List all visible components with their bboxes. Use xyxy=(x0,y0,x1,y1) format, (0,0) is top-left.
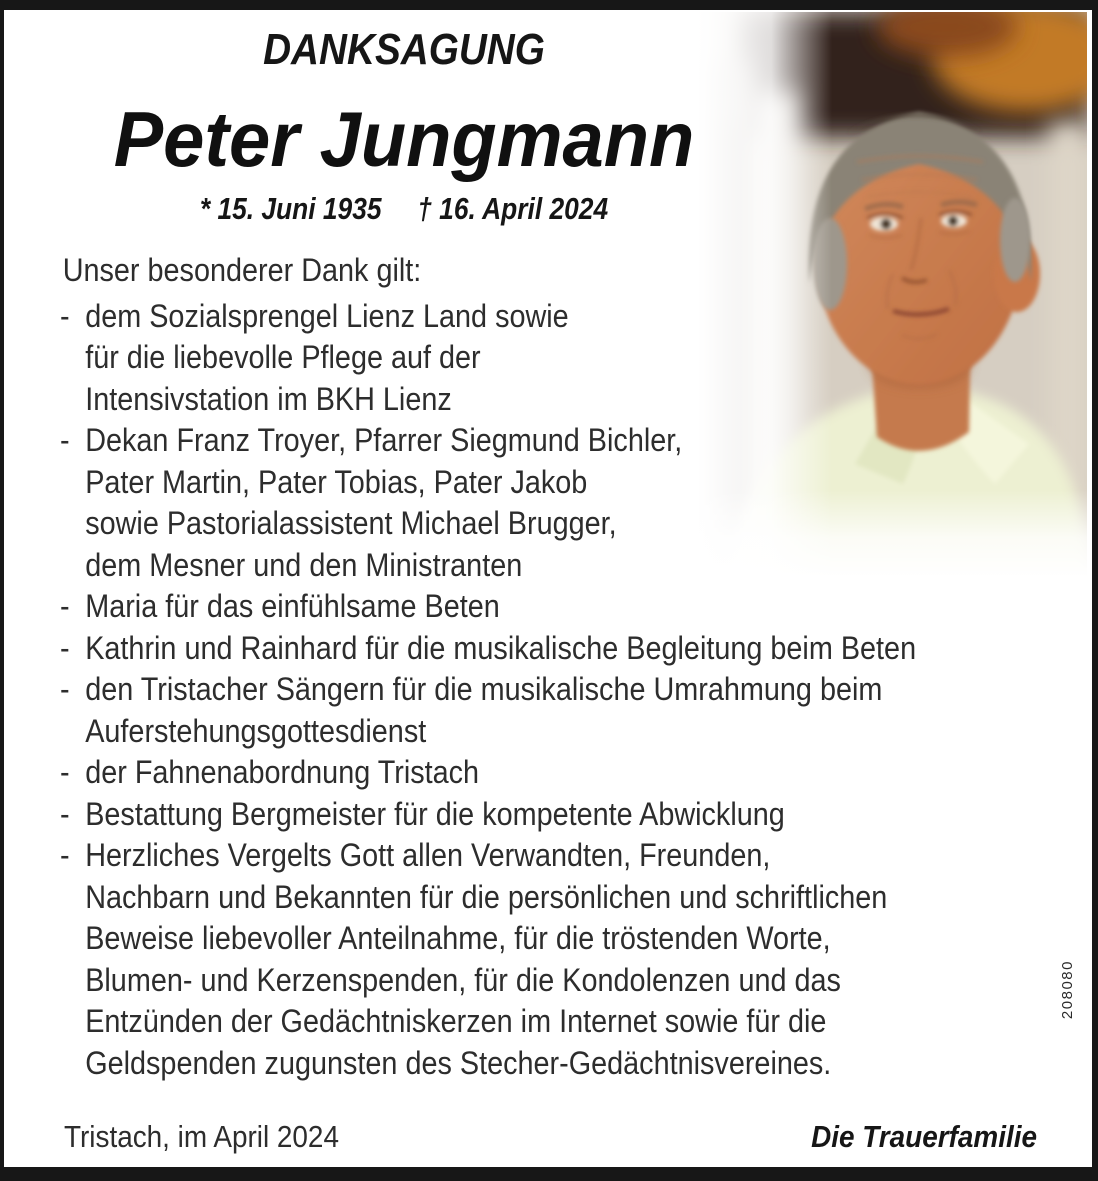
bullet-dash: - xyxy=(60,837,70,873)
bullet-dash: - xyxy=(60,588,70,624)
thanks-line-text: Intensivstation im BKH Lienz xyxy=(85,380,452,417)
thanks-line-text: Maria für das einfühlsame Beten xyxy=(85,588,500,624)
thanks-line-text: Nachbarn und Bekannten für die persönlichen und schriftlichen xyxy=(85,878,888,915)
thanks-line xyxy=(60,586,978,628)
thanks-line-text: Pater Martin, Pater Tobias, Pater Jakob xyxy=(85,463,588,500)
thanks-line xyxy=(60,1043,978,1085)
thanks-line-text: den Tristacher Sängern für die musikalische Umrahmung beim xyxy=(85,671,883,707)
thanks-line-text: Bestattung Bergmeister für die kompetente Abwicklung xyxy=(85,795,785,832)
thanks-line xyxy=(60,711,978,753)
thanks-line-text: Auferstehungsgottesdienst xyxy=(85,712,427,749)
bullet-dash: - xyxy=(60,297,70,334)
bullet-dash xyxy=(60,462,85,504)
thanks-line-text: Geldspenden zugunsten des Stecher-Gedächtnisvereines. xyxy=(85,1044,832,1081)
thanks-line xyxy=(60,1001,978,1043)
bullet-dash xyxy=(60,1001,85,1043)
bullet-dash: - xyxy=(60,795,70,832)
thanks-line-text: Herzliches Vergelts Gott allen Verwandten, Freunden, xyxy=(85,837,771,873)
bullet-dash xyxy=(60,337,85,379)
thanks-line xyxy=(60,420,978,462)
thanks-line-text: sowie Pastorialassistent Michael Brugger, xyxy=(85,505,617,541)
thanks-line xyxy=(60,835,978,877)
thanks-line xyxy=(60,545,978,587)
obituary-card xyxy=(4,10,1092,1167)
bullet-dash xyxy=(60,877,85,919)
thanks-line xyxy=(60,752,978,794)
mourning-family-signature: Die Trauerfamilie xyxy=(811,1119,1037,1154)
thanks-line-text: für die liebevolle Pflege auf der xyxy=(85,339,481,375)
thanks-line-text: Blumen- und Kerzenspenden, für die Kondolenzen und das xyxy=(85,961,841,998)
thanks-line xyxy=(60,462,978,504)
thanks-line xyxy=(60,628,978,670)
thanks-line-text: Kathrin und Rainhard für die musikalische Begleitung beim Beten xyxy=(85,629,917,666)
intro-line: Unser besonderer Dank gilt: xyxy=(62,252,422,288)
bullet-dash xyxy=(60,545,85,587)
bullet-dash xyxy=(60,503,85,545)
thanks-line xyxy=(60,296,978,338)
notice-type-heading: DANKSAGUNG xyxy=(263,25,545,74)
thanks-line-text: Beweise liebevoller Anteilnahme, für die tröstenden Worte, xyxy=(85,920,831,956)
bullet-dash: - xyxy=(60,671,70,707)
thanks-line-text: Dekan Franz Troyer, Pfarrer Siegmund Bichler, xyxy=(85,422,683,458)
bullet-dash: - xyxy=(60,754,70,790)
thanks-line xyxy=(60,379,978,421)
thanks-line xyxy=(60,877,978,919)
thanks-line xyxy=(60,337,978,379)
thanks-line xyxy=(60,503,978,545)
thanks-line-text: dem Mesner und den Ministranten xyxy=(85,546,523,583)
thanks-line xyxy=(60,960,978,1002)
print-reference-number: 208080 xyxy=(1059,960,1076,1020)
thanks-line xyxy=(60,918,978,960)
bullet-dash: - xyxy=(60,422,70,458)
bullet-dash xyxy=(60,918,85,960)
birth-date: * 15. Juni 1935 xyxy=(199,191,382,226)
bullet-dash xyxy=(60,960,85,1002)
thanks-list xyxy=(60,296,978,1085)
place-and-date: Tristach, im April 2024 xyxy=(64,1119,339,1154)
bullet-dash: - xyxy=(60,629,70,666)
thanks-line-text: der Fahnenabordnung Tristach xyxy=(85,754,480,790)
thanks-line-text: dem Sozialsprengel Lienz Land sowie xyxy=(85,297,569,334)
thanks-line xyxy=(60,794,978,836)
thanks-line xyxy=(60,669,978,711)
thanks-line-text: Entzünden der Gedächtniskerzen im Internet sowie für die xyxy=(85,1003,827,1039)
death-date: † 16. April 2024 xyxy=(417,191,609,226)
deceased-name: Peter Jungmann xyxy=(113,95,695,183)
life-dates xyxy=(64,193,744,224)
bullet-dash xyxy=(60,379,85,421)
thanks-text-block xyxy=(60,250,978,1084)
bullet-dash xyxy=(60,711,85,753)
bullet-dash xyxy=(60,1043,85,1085)
